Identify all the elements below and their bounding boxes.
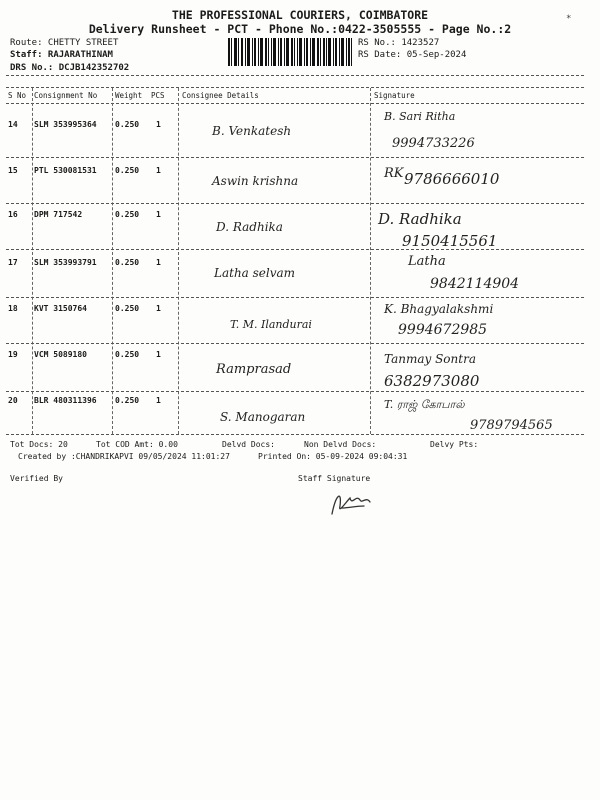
- row-consignment: KVT 3150764: [34, 304, 87, 313]
- rule-top: [6, 75, 584, 76]
- row-divider: [6, 249, 584, 250]
- row-sig-name: Latha: [408, 254, 446, 269]
- row-sig-name: RK: [384, 166, 404, 181]
- col-sep-2: [112, 88, 113, 434]
- printed-on: Printed On: 05-09-2024 09:04:31: [258, 452, 408, 461]
- row-sig-phone: 9994672985: [398, 322, 488, 338]
- row-pcs: 1: [156, 258, 161, 267]
- col-header-sno: S No: [8, 91, 27, 100]
- row-divider: [6, 157, 584, 158]
- rule-header-top: [6, 87, 584, 88]
- row-consignee: Latha selvam: [214, 266, 296, 280]
- barcode-image: [228, 38, 352, 66]
- row-sno: 16: [8, 210, 18, 219]
- row-sig-name: B. Sari Ritha: [384, 110, 456, 123]
- row-divider: [6, 203, 584, 204]
- table-bottom-rule: [6, 434, 584, 435]
- row-pcs: 1: [156, 304, 161, 313]
- row-divider: [6, 391, 584, 392]
- row-weight: 0.250: [115, 120, 140, 129]
- row-weight: 0.250: [115, 166, 140, 175]
- row-consignment: DPM 717542: [34, 210, 83, 219]
- row-sno: 15: [8, 166, 18, 175]
- col-header-consignee: Consignee Details: [182, 91, 259, 100]
- total-docs: Tot Docs: 20: [10, 440, 68, 449]
- row-divider: [6, 297, 584, 298]
- row-weight: 0.250: [115, 396, 140, 405]
- corner-mark: *: [566, 14, 572, 24]
- row-consignment: VCM 5089180: [34, 350, 87, 359]
- staff-signature-image: [326, 484, 374, 522]
- row-consignment: SLM 353995364: [34, 120, 97, 129]
- row-pcs: 1: [156, 210, 161, 219]
- company-title: THE PROFESSIONAL COURIERS, COIMBATORE: [171, 8, 429, 22]
- row-sno: 20: [8, 396, 18, 405]
- delivered-docs: Delvd Docs:: [222, 440, 275, 449]
- staff-label: Staff: RAJARATHINAM: [10, 50, 113, 60]
- row-sig-phone: 9789794565: [470, 418, 553, 433]
- runsheet-subtitle: Delivery Runsheet - PCT - Phone No.:0422-3505555 - Page No.:2: [88, 22, 512, 36]
- row-sno: 18: [8, 304, 18, 313]
- row-pcs: 1: [156, 166, 161, 175]
- row-sig-phone: 9994733226: [392, 136, 475, 151]
- col-sep-3: [178, 88, 179, 434]
- row-consignment: PTL 530081531: [34, 166, 97, 175]
- row-consignee: B. Venkatesh: [212, 124, 292, 138]
- row-sig-phone: 9786666010: [404, 170, 500, 188]
- row-sno: 19: [8, 350, 18, 359]
- rule-header-bottom: [6, 103, 584, 104]
- row-weight: 0.250: [115, 210, 140, 219]
- rs-date: RS Date: 05-Sep-2024: [358, 50, 467, 60]
- row-sno: 14: [8, 120, 18, 129]
- staff-signature-label: Staff Signature: [298, 474, 371, 483]
- row-pcs: 1: [156, 350, 161, 359]
- col-sep-4: [370, 88, 371, 434]
- col-header-consignment: Consignment No: [34, 91, 98, 100]
- row-weight: 0.250: [115, 304, 140, 313]
- col-sep-1: [32, 88, 33, 434]
- row-weight: 0.250: [115, 350, 140, 359]
- row-sig-phone: 6382973080: [384, 372, 480, 390]
- row-sig-name: K. Bhagyalakshmi: [384, 302, 494, 316]
- route-label: Route: CHETTY STREET: [10, 38, 119, 48]
- row-consignee: D. Radhika: [216, 220, 283, 234]
- row-consignee: T. M. Ilandurai: [230, 318, 312, 331]
- rs-number: RS No.: 1423527: [358, 38, 440, 48]
- col-header-pcs: PCS: [151, 91, 165, 100]
- row-consignee: S. Manogaran: [220, 410, 306, 424]
- row-divider: [6, 343, 584, 344]
- row-consignee: Aswin krishna: [212, 174, 299, 188]
- row-consignment: BLR 480311396: [34, 396, 97, 405]
- non-delivered-docs: Non Delvd Docs:: [304, 440, 377, 449]
- row-sig-name: Tanmay Sontra: [384, 352, 476, 366]
- row-pcs: 1: [156, 120, 161, 129]
- row-consignee: Ramprasad: [216, 362, 292, 377]
- col-header-signature: Signature: [374, 91, 415, 100]
- row-sig-phone: 9842114904: [430, 276, 520, 292]
- delivery-points: Delvy Pts:: [430, 440, 479, 449]
- row-weight: 0.250: [115, 258, 140, 267]
- row-sig-phone: 9150415561: [402, 232, 498, 250]
- col-header-weight: Weight: [115, 91, 143, 100]
- created-by: Created by :CHANDRIKAPVI 09/05/2024 11:01:27: [18, 452, 230, 461]
- row-pcs: 1: [156, 396, 161, 405]
- row-sno: 17: [8, 258, 18, 267]
- row-consignment: SLM 353993791: [34, 258, 97, 267]
- row-sig-name: T. ராஜ் கோபால்: [384, 398, 465, 411]
- drs-number: DRS No.: DCJB142352702: [10, 63, 130, 73]
- row-sig-name: D. Radhika: [378, 210, 462, 228]
- total-cod-amount: Tot COD Amt: 0.00: [96, 440, 178, 449]
- verified-by-label: Verified By: [10, 474, 63, 483]
